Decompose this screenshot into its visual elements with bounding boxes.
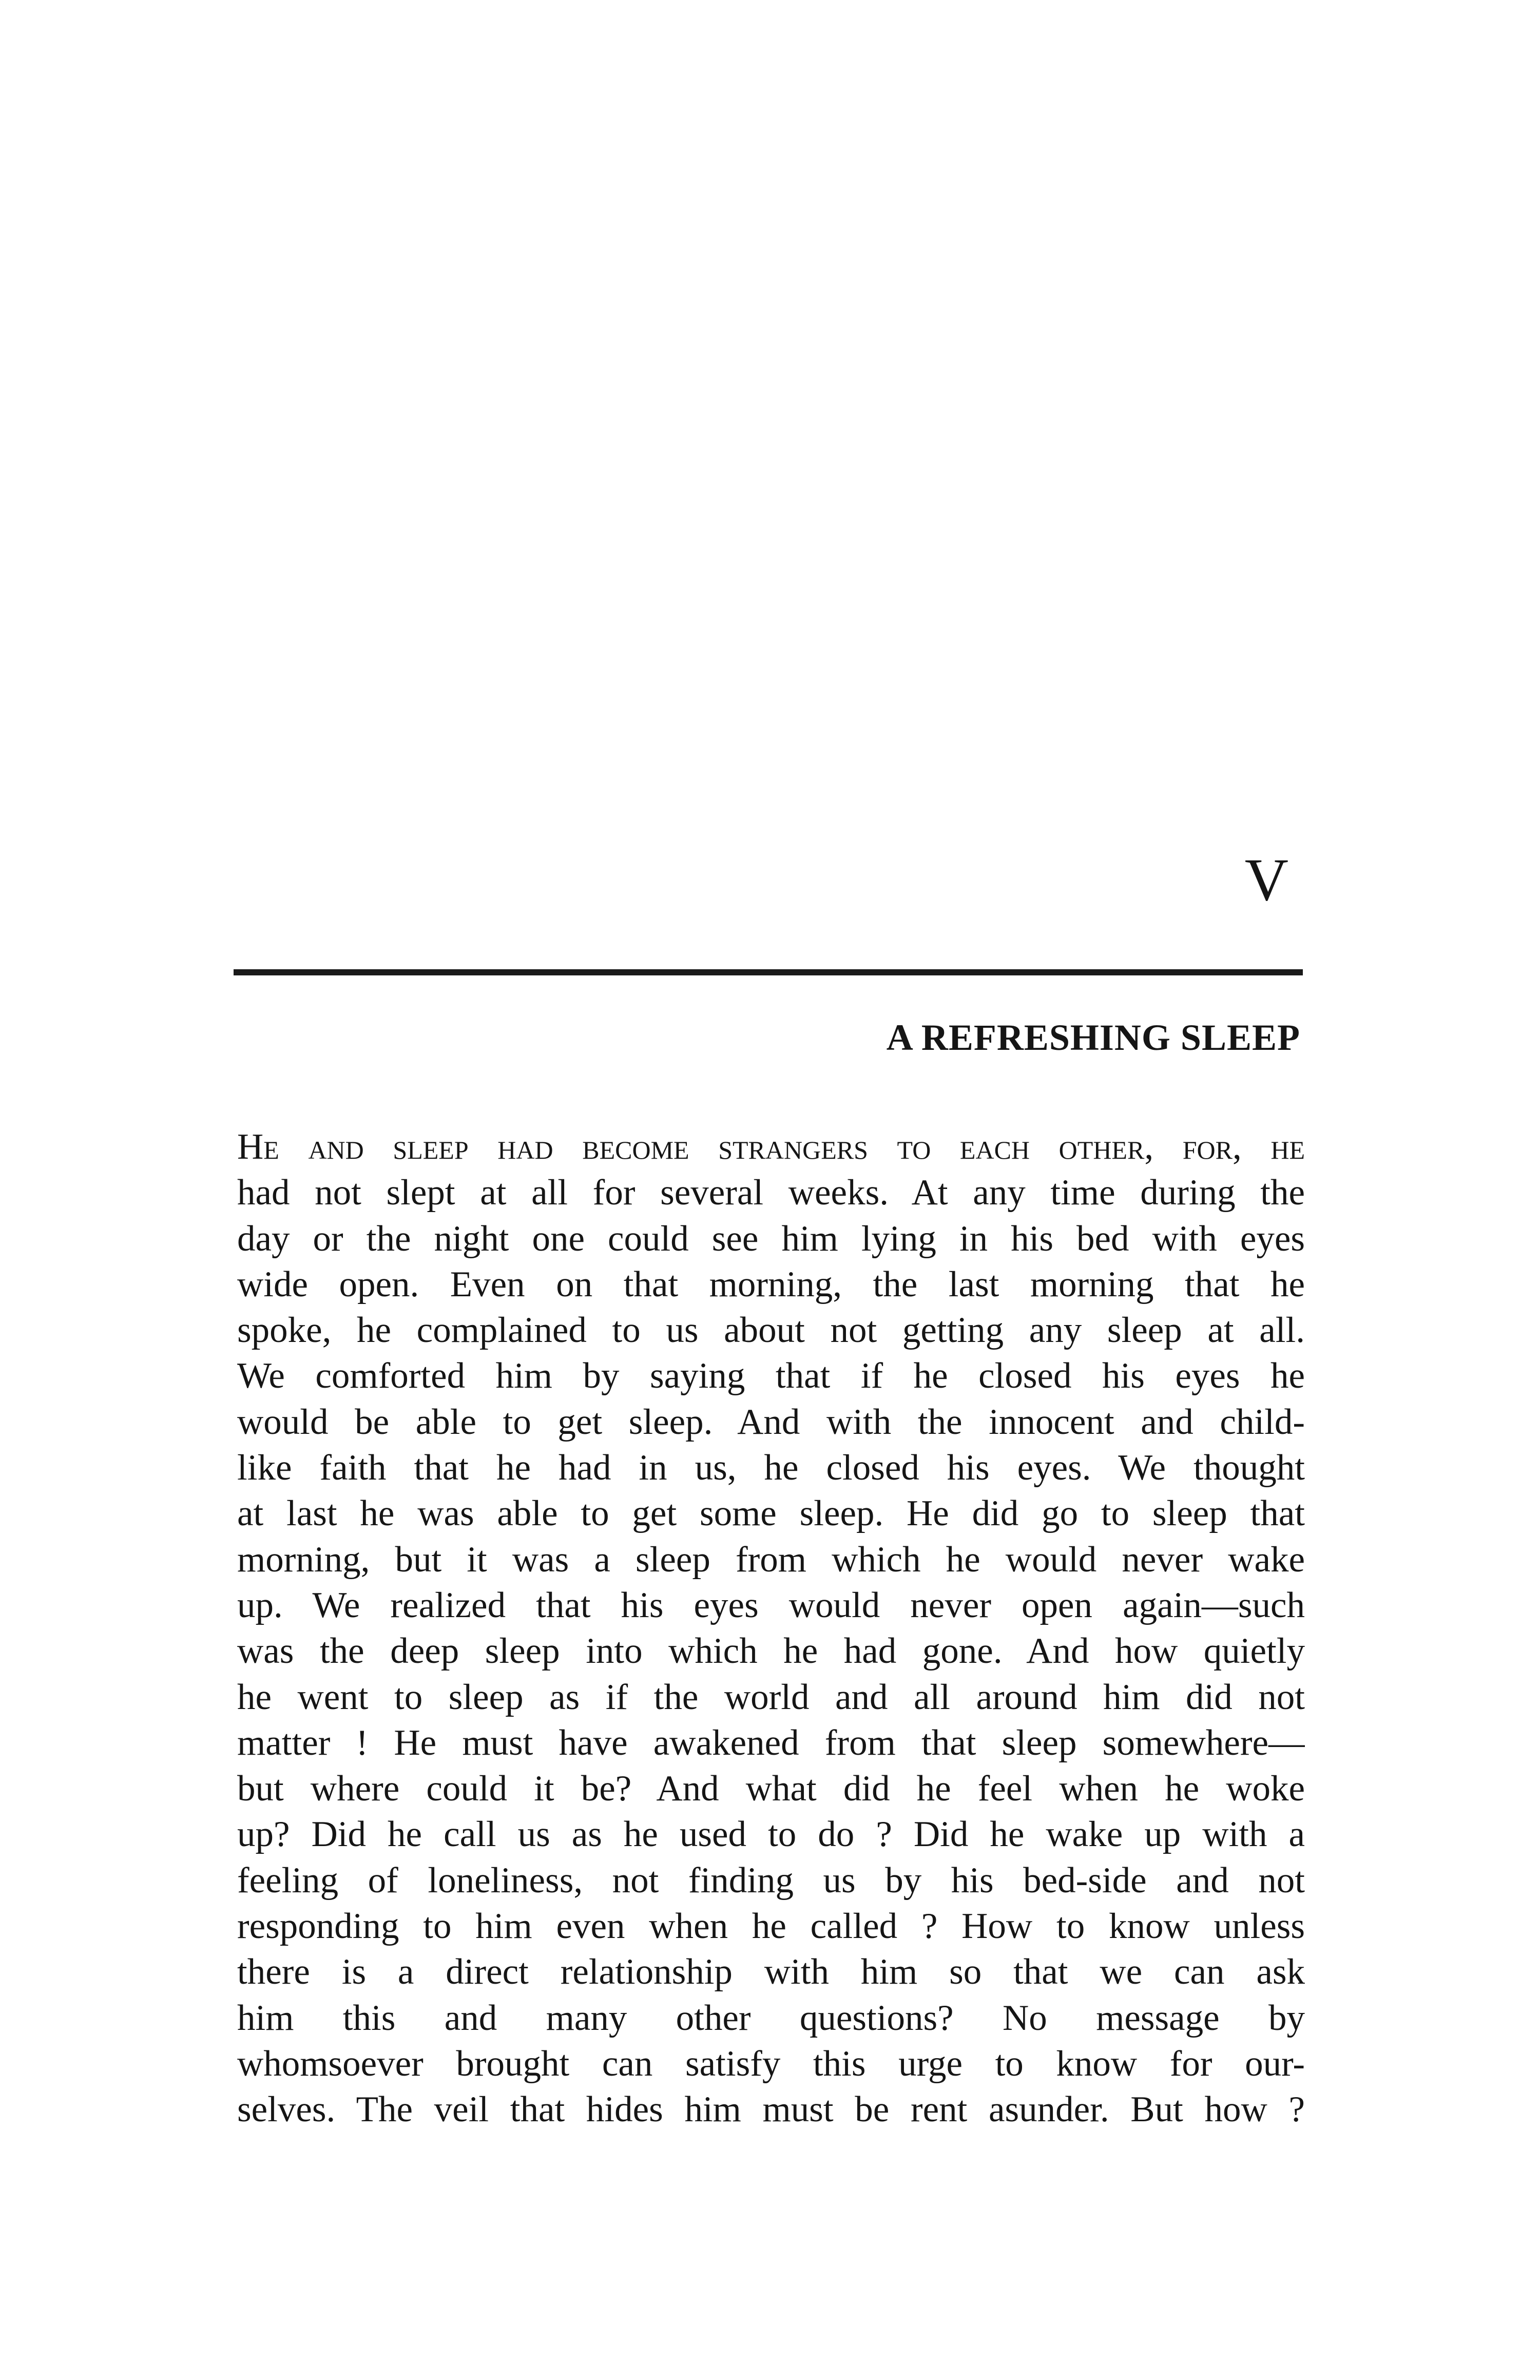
text-line: feeling of loneliness, not finding us by his bed-side and not [237,1860,1305,1901]
text-line: spoke, he complained to us about not getting any sleep at all. [237,1310,1305,1351]
chapter-divider-rule [234,969,1303,975]
text-line: up. We realized that his eyes would never open again—such [237,1585,1305,1625]
text-line: him this and many other questions? No message by [237,1998,1305,2038]
text-line: was the deep sleep into which he had gone. And how quietly [237,1631,1305,1672]
chapter-body-text [237,1124,1305,2133]
chapter-title: A REFRESHING SLEEP [886,1017,1300,1058]
text-line: wide open. Even on that morning, the last morning that he [237,1264,1305,1304]
text-line: selves. The veil that hides him must be rent asunder. But how ? [237,2089,1305,2130]
text-line: responding to him even when he called ? How to know unless [237,1906,1305,1947]
text-line: whomsoever brought can satisfy this urge to know for our- [237,2043,1305,2084]
text-line: like faith that he had in us, he closed his eyes. We thought [237,1448,1305,1488]
text-line: he went to sleep as if the world and all around him did not [237,1677,1305,1717]
text-line: matter ! He must have awakened from that sleep somewhere— [237,1722,1305,1763]
text-line: but where could it be? And what did he feel when he woke [237,1769,1305,1809]
text-line: We comforted him by saying that if he closed his eyes he [237,1356,1305,1396]
text-line: had not slept at all for several weeks. At any time during the [237,1173,1305,1213]
chapter-number: V [1244,846,1288,913]
text-line: at last he was able to get some sleep. He did go to sleep that [237,1493,1305,1534]
text-line: there is a direct relationship with him so that we can ask [237,1952,1305,1992]
text-line: would be able to get sleep. And with the innocent and child- [237,1402,1305,1442]
text-line: day or the night one could see him lying in his bed with eyes [237,1218,1305,1259]
text-line: He and sleep had become strangers to each other, for, he [237,1127,1305,1167]
text-line: up? Did he call us as he used to do ? Did he wake up with a [237,1814,1305,1855]
text-line: morning, but it was a sleep from which he would never wake [237,1539,1305,1580]
